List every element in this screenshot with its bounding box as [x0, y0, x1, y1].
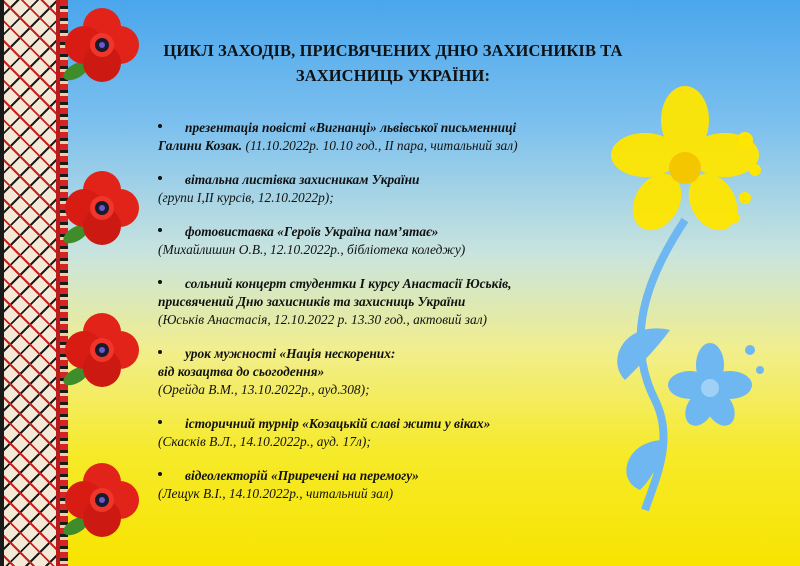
event-lead-cont-text: присвячений Дню захисників та захисниць України [158, 294, 466, 309]
event-item [158, 467, 628, 503]
poppy-icon [62, 168, 142, 248]
event-item [158, 223, 628, 259]
event-detail: (Юськів Анастасія, 12.10.2022 р. 13.30 год., актовий зал) [158, 312, 487, 327]
event-item [158, 345, 628, 399]
event-lead-cont-text: від козацтва до сьогодення» [158, 364, 325, 379]
event-lead: презентація повісті «Вигнанці» львівської письменниці [185, 120, 517, 135]
title-line-2: ЗАХИСНИЦЬ УКРАЇНИ: [295, 66, 491, 85]
event-item [158, 119, 628, 155]
event-detail: (Орейда В.М., 13.10.2022р., ауд.308); [158, 382, 370, 397]
event-detail: (Лещук В.І., 14.10.2022р., читальний зал) [158, 486, 394, 501]
event-lead: фотовиставка «Героїв Україна пам’ятає» [185, 224, 439, 239]
event-detail: (Скасків В.Л., 14.10.2022р., ауд. 17л); [158, 434, 371, 449]
border-line-left [0, 0, 4, 566]
bullet-icon [158, 124, 162, 128]
poppy-icon [62, 460, 142, 540]
bullet-icon [158, 176, 162, 180]
event-lead-cont: Галини Козак. [158, 138, 243, 153]
event-lead: сольний концерт студентки І курсу Анастасії Юськів, [185, 276, 512, 291]
poppy-icon [62, 310, 142, 390]
bullet-icon [158, 280, 162, 284]
bullet-icon [158, 350, 162, 354]
bullet-icon [158, 228, 162, 232]
event-lead-cont [158, 293, 628, 311]
event-lead: відеолекторій «Приречені на перемогу» [185, 468, 419, 483]
bullet-icon [158, 472, 162, 476]
page-title [158, 38, 628, 88]
event-detail: (Михайлишин О.В., 12.10.2022р., бібліотека коледжу) [158, 242, 466, 257]
event-program [158, 38, 628, 519]
bullet-icon [158, 420, 162, 424]
event-item [158, 275, 628, 329]
event-detail: (групи І,ІІ курсів, 12.10.2022р); [158, 190, 334, 205]
border-pattern [4, 0, 56, 566]
event-item [158, 171, 628, 207]
event-item [158, 415, 628, 451]
event-detail [158, 137, 628, 155]
title-line-1: ЦИКЛ ЗАХОДІВ, ПРИСВЯЧЕНИХ ДНЮ ЗАХИСНИКІВ ТА [163, 41, 623, 60]
event-lead: урок мужності «Нація нескорених: [185, 346, 396, 361]
event-detail-text: (11.10.2022р. 10.10 год., ІІ пара, читальний зал) [242, 138, 518, 153]
event-lead: історичний турнір «Козацькій славі жити у віках» [185, 416, 491, 431]
event-lead: вітальна листівка захисникам України [185, 172, 420, 187]
poppy-icon [62, 5, 142, 85]
event-lead-cont [158, 363, 628, 381]
